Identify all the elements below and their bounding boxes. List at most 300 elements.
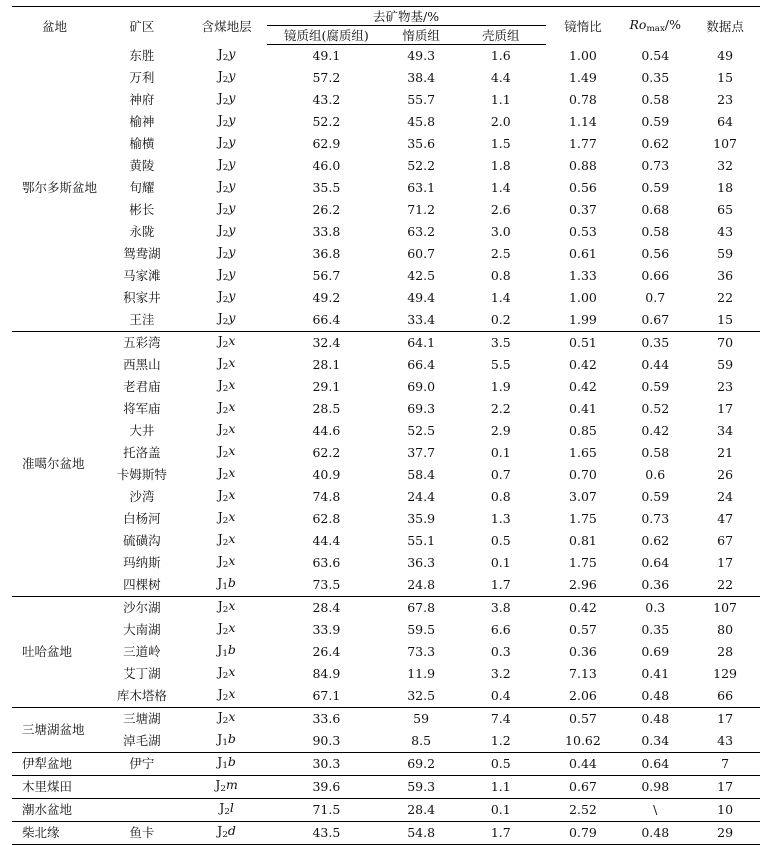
exinite-cell: 5.5 <box>490 356 511 372</box>
ratio-cell: 0.51 <box>546 331 621 354</box>
inertinite-cell: 11.9 <box>407 665 436 681</box>
vitrinite-cell: 30.3 <box>267 752 387 775</box>
ro-cell: 0.59 <box>641 113 670 129</box>
inertinite-cell: 36.3 <box>407 554 436 570</box>
table-row <box>12 67 760 89</box>
table-row <box>12 177 760 199</box>
table-row <box>12 821 760 844</box>
exinite-cell: 1.5 <box>490 135 511 151</box>
area-cell: 硫磺沟 <box>123 532 161 548</box>
ratio-cell: 1.65 <box>569 444 597 460</box>
ratio-cell: 0.78 <box>569 91 597 107</box>
exinite-cell: 1.9 <box>490 378 511 394</box>
inertinite-cell: 63.1 <box>407 179 436 195</box>
ratio-cell: 1.75 <box>569 510 597 526</box>
exinite-cell: 1.1 <box>490 91 511 107</box>
ratio-cell: 1.77 <box>569 135 597 151</box>
exinite-cell: 2.6 <box>490 201 511 217</box>
table-row <box>12 486 760 508</box>
points-cell: 15 <box>717 69 734 85</box>
vitrinite-cell: 63.6 <box>312 554 341 570</box>
stratum-cell: $J_2y$ <box>217 45 236 63</box>
ro-cell: 0.34 <box>641 732 670 748</box>
area-cell: 三塘湖 <box>97 707 187 730</box>
ratio-cell: 2.52 <box>546 798 621 821</box>
table-row <box>12 45 760 67</box>
stratum-cell: $J_1b$ <box>217 730 236 748</box>
area-cell <box>97 798 187 821</box>
exinite-cell: 1.4 <box>490 289 511 305</box>
inertinite-cell: 59.5 <box>407 621 436 637</box>
points-cell: 59 <box>717 356 734 372</box>
ratio-cell: 0.85 <box>569 422 597 438</box>
vitrinite-cell: 66.4 <box>312 311 341 327</box>
stratum-cell: $J_1b$ <box>187 752 267 775</box>
stratum-cell: $J_2x$ <box>217 376 236 394</box>
vitrinite-cell: 33.9 <box>312 621 341 637</box>
table-row <box>12 111 760 133</box>
points-cell: 23 <box>717 378 734 394</box>
vitrinite-cell: 35.5 <box>312 179 341 195</box>
ro-cell: 0.69 <box>641 643 670 659</box>
vitrinite-cell: 84.9 <box>312 665 341 681</box>
vitrinite-cell: 74.8 <box>312 488 341 504</box>
points-cell: 17 <box>690 707 760 730</box>
vitrinite-cell: 62.8 <box>312 510 341 526</box>
area-cell: 五彩湾 <box>97 331 187 354</box>
ro-cell: 0.35 <box>641 69 670 85</box>
table-row <box>12 641 760 663</box>
area-cell: 老君庙 <box>123 378 161 394</box>
stratum-cell: $J_2y$ <box>217 265 236 283</box>
ro-cell: 0.48 <box>641 687 670 703</box>
area-cell: 积家井 <box>123 289 161 305</box>
exinite-cell: 2.2 <box>490 400 511 416</box>
exinite-cell: 4.4 <box>490 69 511 85</box>
ratio-cell: 0.42 <box>569 356 597 372</box>
ratio-cell: 0.70 <box>569 466 597 482</box>
table-row <box>12 707 760 730</box>
ratio-cell: 2.06 <box>569 687 597 703</box>
header-points: 数据点 <box>690 7 760 45</box>
ratio-cell: 0.44 <box>546 752 621 775</box>
area-cell: 东胜 <box>129 47 155 63</box>
exinite-cell: 1.7 <box>456 821 546 844</box>
table-row <box>12 309 760 332</box>
inertinite-cell: 37.7 <box>407 444 436 460</box>
ro-cell: 0.56 <box>641 245 670 261</box>
vitrinite-cell: 32.4 <box>267 331 387 354</box>
basin-cell: 伊犁盆地 <box>12 752 97 775</box>
ro-cell: 0.36 <box>641 576 670 592</box>
vitrinite-cell: 36.8 <box>312 245 341 261</box>
stratum-cell: $J_2l$ <box>187 798 267 821</box>
table-row <box>12 420 760 442</box>
points-cell: 24 <box>717 488 734 504</box>
stratum-cell: $J_2x$ <box>187 596 267 619</box>
table-row <box>12 798 760 821</box>
inertinite-cell: 73.3 <box>407 643 436 659</box>
inertinite-cell: 42.5 <box>407 267 436 283</box>
exinite-cell: 3.8 <box>456 596 546 619</box>
inertinite-cell: 24.4 <box>407 488 436 504</box>
stratum-cell: $J_2x$ <box>217 619 236 637</box>
header-basin: 盆地 <box>12 7 97 45</box>
ratio-cell: 1.14 <box>569 113 597 129</box>
ratio-cell: 2.96 <box>569 576 597 592</box>
stratum-cell: $J_2x$ <box>217 464 236 482</box>
ratio-cell: 0.41 <box>569 400 597 416</box>
exinite-cell: 0.7 <box>490 466 511 482</box>
coal-maceral-table <box>12 6 760 845</box>
header-exinite: 壳质组 <box>456 26 546 45</box>
ratio-cell: 0.88 <box>569 157 597 173</box>
table-row <box>12 752 760 775</box>
points-cell: 17 <box>717 400 734 416</box>
points-cell: 10 <box>690 798 760 821</box>
vitrinite-cell: 73.5 <box>312 576 341 592</box>
ratio-cell: 7.13 <box>569 665 597 681</box>
ro-cell: 0.41 <box>641 665 670 681</box>
area-cell: 王洼 <box>129 311 155 327</box>
ro-cell: 0.62 <box>641 135 670 151</box>
vitrinite-cell: 43.2 <box>312 91 341 107</box>
ratio-cell: 1.00 <box>569 289 597 305</box>
basin-cell: 吐哈盆地 <box>12 596 97 707</box>
area-cell: 沙尔湖 <box>97 596 187 619</box>
vitrinite-cell: 90.3 <box>312 732 341 748</box>
stratum-cell: $J_2m$ <box>187 775 267 798</box>
table-row <box>12 398 760 420</box>
points-cell: 22 <box>717 289 734 305</box>
table-row <box>12 287 760 309</box>
inertinite-cell: 69.2 <box>386 752 456 775</box>
ratio-cell: 0.42 <box>546 596 621 619</box>
points-cell: 36 <box>717 267 734 283</box>
vitrinite-cell: 28.1 <box>312 356 341 372</box>
points-cell: 15 <box>717 311 734 327</box>
exinite-cell: 1.3 <box>490 510 511 526</box>
points-cell: 34 <box>717 422 734 438</box>
stratum-cell: $J_2x$ <box>217 420 236 438</box>
ro-cell: 0.62 <box>641 532 670 548</box>
vitrinite-cell: 28.5 <box>312 400 341 416</box>
inertinite-cell: 33.4 <box>407 311 436 327</box>
area-cell: 托洛盖 <box>123 444 161 460</box>
stratum-cell: $J_2x$ <box>187 707 267 730</box>
area-cell: 鸳鸯湖 <box>123 245 161 261</box>
stratum-cell: $J_2y$ <box>217 309 236 327</box>
exinite-cell: 3.2 <box>490 665 511 681</box>
basin-cell: 木里煤田 <box>12 775 97 798</box>
stratum-cell: $J_2y$ <box>217 89 236 107</box>
inertinite-cell: 28.4 <box>386 798 456 821</box>
ratio-cell: 0.36 <box>569 643 597 659</box>
area-cell: 榆神 <box>129 113 155 129</box>
exinite-cell: 7.4 <box>456 707 546 730</box>
inertinite-cell: 54.8 <box>386 821 456 844</box>
points-cell: 66 <box>717 687 734 703</box>
ro-cell: 0.35 <box>620 331 690 354</box>
exinite-cell: 1.7 <box>490 576 511 592</box>
points-cell: 70 <box>690 331 760 354</box>
inertinite-cell: 45.8 <box>407 113 436 129</box>
points-cell: 17 <box>717 554 734 570</box>
inertinite-cell: 71.2 <box>407 201 436 217</box>
vitrinite-cell: 46.0 <box>312 157 341 173</box>
inertinite-cell: 35.6 <box>407 135 436 151</box>
points-cell: 32 <box>717 157 734 173</box>
header-ro: $Ro_{max}/\%$ <box>620 7 690 45</box>
points-cell: 29 <box>690 821 760 844</box>
ratio-cell: 0.53 <box>569 223 597 239</box>
ratio-cell: 10.62 <box>565 732 601 748</box>
ro-cell: 0.52 <box>641 400 670 416</box>
stratum-cell: $J_2y$ <box>217 243 236 261</box>
ro-cell: 0.3 <box>620 596 690 619</box>
ro-cell: 0.73 <box>641 157 670 173</box>
area-cell: 淖毛湖 <box>123 732 161 748</box>
ratio-cell: 1.49 <box>569 69 597 85</box>
ratio-cell: 1.99 <box>569 311 597 327</box>
area-cell: 艾丁湖 <box>123 665 161 681</box>
vitrinite-cell: 62.9 <box>312 135 341 151</box>
vitrinite-cell: 43.5 <box>267 821 387 844</box>
area-cell: 卡姆斯特 <box>116 466 167 482</box>
vitrinite-cell: 28.4 <box>267 596 387 619</box>
inertinite-cell: 66.4 <box>407 356 436 372</box>
table-row <box>12 663 760 685</box>
area-cell: 白杨河 <box>123 510 161 526</box>
vitrinite-cell: 29.1 <box>312 378 341 394</box>
stratum-cell: $J_1b$ <box>217 641 236 659</box>
table-row <box>12 464 760 486</box>
ratio-cell: 0.56 <box>569 179 597 195</box>
vitrinite-cell: 40.9 <box>312 466 341 482</box>
area-cell: 永陇 <box>129 223 155 239</box>
inertinite-cell: 49.3 <box>407 47 436 63</box>
stratum-cell: $J_2d$ <box>187 821 267 844</box>
inertinite-cell: 32.5 <box>407 687 436 703</box>
stratum-cell: $J_2x$ <box>217 486 236 504</box>
vitrinite-cell: 39.6 <box>267 775 387 798</box>
basin-cell: 潮水盆地 <box>12 798 97 821</box>
points-cell: 67 <box>717 532 734 548</box>
ratio-cell: 0.42 <box>569 378 597 394</box>
area-cell: 三道岭 <box>123 643 161 659</box>
ro-cell: 0.67 <box>641 311 670 327</box>
table-row <box>12 265 760 287</box>
points-cell: 17 <box>690 775 760 798</box>
ratio-cell: 0.57 <box>569 621 597 637</box>
vitrinite-cell: 49.2 <box>312 289 341 305</box>
basin-cell: 三塘湖盆地 <box>12 707 97 752</box>
area-cell: 库木塔格 <box>116 687 167 703</box>
exinite-cell: 3.5 <box>456 331 546 354</box>
vitrinite-cell: 26.2 <box>312 201 341 217</box>
header-group-title: 去矿物基/% <box>267 7 546 26</box>
points-cell: 49 <box>717 47 734 63</box>
ro-cell: \ <box>620 798 690 821</box>
ro-cell: 0.58 <box>641 223 670 239</box>
inertinite-cell: 55.1 <box>407 532 436 548</box>
exinite-cell: 0.8 <box>490 267 511 283</box>
points-cell: 43 <box>717 223 734 239</box>
inertinite-cell: 8.5 <box>411 732 432 748</box>
table-row <box>12 619 760 641</box>
table-row <box>12 354 760 376</box>
area-cell: 四棵树 <box>123 576 161 592</box>
exinite-cell: 6.6 <box>490 621 511 637</box>
points-cell: 18 <box>717 179 734 195</box>
area-cell: 榆横 <box>129 135 155 151</box>
points-cell: 22 <box>717 576 734 592</box>
points-cell: 129 <box>713 665 738 681</box>
exinite-cell: 0.5 <box>490 532 511 548</box>
area-cell: 大南湖 <box>123 621 161 637</box>
ratio-cell: 1.33 <box>569 267 597 283</box>
ro-cell: 0.98 <box>620 775 690 798</box>
exinite-cell: 0.1 <box>490 444 511 460</box>
ro-cell: 0.59 <box>641 378 670 394</box>
area-cell: 黄陵 <box>129 157 155 173</box>
header-vitrinite: 镜质组(腐质组) <box>267 26 387 45</box>
stratum-cell: $J_2x$ <box>187 331 267 354</box>
vitrinite-cell: 67.1 <box>312 687 341 703</box>
points-cell: 107 <box>713 135 738 151</box>
vitrinite-cell: 56.7 <box>312 267 341 283</box>
exinite-cell: 0.1 <box>456 798 546 821</box>
table-row <box>12 596 760 619</box>
header-stratum: 含煤地层 <box>187 7 267 45</box>
stratum-cell: $J_2y$ <box>217 177 236 195</box>
points-cell: 64 <box>717 113 734 129</box>
stratum-cell: $J_2y$ <box>217 67 236 85</box>
exinite-cell: 1.6 <box>490 47 511 63</box>
area-cell: 玛纳斯 <box>123 554 161 570</box>
inertinite-cell: 24.8 <box>407 576 436 592</box>
exinite-cell: 2.5 <box>490 245 511 261</box>
table-row <box>12 730 760 753</box>
points-cell: 23 <box>717 91 734 107</box>
points-cell: 47 <box>717 510 734 526</box>
area-cell: 鱼卡 <box>97 821 187 844</box>
inertinite-cell: 69.0 <box>407 378 436 394</box>
table-row <box>12 775 760 798</box>
vitrinite-cell: 33.8 <box>312 223 341 239</box>
points-cell: 7 <box>690 752 760 775</box>
exinite-cell: 1.8 <box>490 157 511 173</box>
header-area: 矿区 <box>97 7 187 45</box>
area-cell: 将军庙 <box>123 400 161 416</box>
header-ratio: 镜惰比 <box>546 7 621 45</box>
area-cell: 彬长 <box>129 201 155 217</box>
header-row-1 <box>12 7 760 26</box>
vitrinite-cell: 44.6 <box>312 422 341 438</box>
table-row <box>12 530 760 552</box>
ratio-cell: 0.67 <box>546 775 621 798</box>
exinite-cell: 1.4 <box>490 179 511 195</box>
points-cell: 21 <box>717 444 734 460</box>
ratio-cell: 0.61 <box>569 245 597 261</box>
points-cell: 65 <box>717 201 734 217</box>
ratio-cell: 0.37 <box>569 201 597 217</box>
inertinite-cell: 63.2 <box>407 223 436 239</box>
table-row <box>12 199 760 221</box>
points-cell: 107 <box>690 596 760 619</box>
vitrinite-cell: 62.2 <box>312 444 341 460</box>
points-cell: 80 <box>717 621 734 637</box>
ratio-cell: 1.00 <box>569 47 597 63</box>
area-cell: 伊宁 <box>97 752 187 775</box>
header-inertinite: 惰质组 <box>386 26 456 45</box>
exinite-cell: 3.0 <box>490 223 511 239</box>
exinite-cell: 0.5 <box>456 752 546 775</box>
vitrinite-cell: 52.2 <box>312 113 341 129</box>
inertinite-cell: 59.3 <box>386 775 456 798</box>
vitrinite-cell: 57.2 <box>312 69 341 85</box>
table-row <box>12 552 760 574</box>
stratum-cell: $J_2x$ <box>217 663 236 681</box>
points-cell: 26 <box>717 466 734 482</box>
area-cell: 沙湾 <box>129 488 155 504</box>
stratum-cell: $J_2x$ <box>217 354 236 372</box>
stratum-cell: $J_1b$ <box>217 574 236 592</box>
exinite-cell: 0.2 <box>490 311 511 327</box>
table-row <box>12 508 760 530</box>
ro-cell: 0.64 <box>620 752 690 775</box>
ro-cell: 0.66 <box>641 267 670 283</box>
stratum-cell: $J_2x$ <box>217 530 236 548</box>
vitrinite-cell: 33.6 <box>267 707 387 730</box>
vitrinite-cell: 26.4 <box>312 643 341 659</box>
exinite-cell: 0.1 <box>490 554 511 570</box>
area-cell: 大井 <box>129 422 155 438</box>
ro-cell: 0.35 <box>641 621 670 637</box>
table-row <box>12 155 760 177</box>
table-row <box>12 89 760 111</box>
ro-cell: 0.64 <box>641 554 670 570</box>
ratio-cell: 0.57 <box>546 707 621 730</box>
vitrinite-cell: 44.4 <box>312 532 341 548</box>
ro-cell: 0.42 <box>641 422 670 438</box>
stratum-cell: $J_2y$ <box>217 133 236 151</box>
inertinite-cell: 38.4 <box>407 69 436 85</box>
table-row <box>12 243 760 265</box>
area-cell <box>97 775 187 798</box>
exinite-cell: 1.1 <box>456 775 546 798</box>
ro-cell: 0.58 <box>641 91 670 107</box>
stratum-cell: $J_2y$ <box>217 199 236 217</box>
exinite-cell: 0.8 <box>490 488 511 504</box>
ro-cell: 0.54 <box>641 47 670 63</box>
points-cell: 28 <box>717 643 734 659</box>
stratum-cell: $J_2y$ <box>217 155 236 173</box>
table-row <box>12 442 760 464</box>
table-row <box>12 331 760 354</box>
points-cell: 59 <box>717 245 734 261</box>
area-cell: 神府 <box>129 91 155 107</box>
inertinite-cell: 52.5 <box>407 422 436 438</box>
ratio-cell: 0.79 <box>546 821 621 844</box>
ro-cell: 0.48 <box>620 821 690 844</box>
inertinite-cell: 69.3 <box>407 400 436 416</box>
stratum-cell: $J_2x$ <box>217 552 236 570</box>
table-row <box>12 133 760 155</box>
vitrinite-cell: 49.1 <box>312 47 341 63</box>
stratum-cell: $J_2x$ <box>217 442 236 460</box>
table-body <box>12 45 760 845</box>
